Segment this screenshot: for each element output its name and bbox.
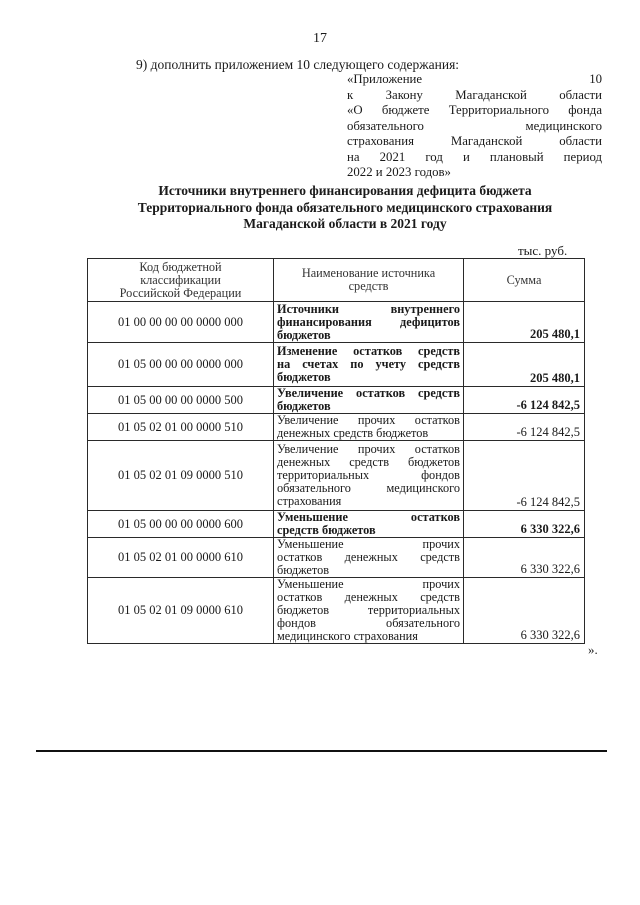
page-number: 17 (313, 31, 327, 46)
table-row (88, 511, 585, 538)
closing-quote-mark: ». (588, 642, 598, 657)
source-name-line: Уменьшение остатков (277, 510, 460, 524)
source-name (274, 414, 464, 441)
table-header-row (88, 259, 585, 302)
column-header-amount: Сумма (464, 259, 585, 302)
source-name-line: остатков денежных средств (277, 590, 460, 604)
classification-code: 01 05 00 00 00 0000 500 (88, 387, 274, 414)
table-row (88, 538, 585, 578)
source-name-line: денежных средств бюджетов (277, 426, 429, 440)
title-line: Территориального фонда обязательного медицинского страхования (137, 199, 553, 215)
amount-value: 205 480,1 (464, 343, 585, 387)
source-name (274, 511, 464, 538)
source-name-line: Увеличение прочих остатков (277, 413, 460, 427)
title-line: Источники внутреннего финансирования дефицита бюджета (158, 183, 532, 198)
classification-code: 01 05 02 01 09 0000 510 (88, 441, 274, 511)
title-line: Магаданской области в 2021 году (243, 216, 447, 231)
classification-code: 01 05 02 01 09 0000 610 (88, 578, 274, 644)
amount-value: -6 124 842,5 (464, 441, 585, 511)
source-name (274, 441, 464, 511)
appendix-header-line: 2022 и 2023 годов» (347, 165, 451, 179)
classification-code: 01 00 00 00 00 0000 000 (88, 302, 274, 343)
amount-value: -6 124 842,5 (464, 414, 585, 441)
source-name-line: остатков денежных средств (277, 550, 460, 564)
appendix-header-line: обязательного медицинского (347, 118, 602, 133)
source-name-line: денежных средств бюджетов (277, 455, 460, 469)
amount-value: 6 330 322,6 (464, 538, 585, 578)
amount-value: 6 330 322,6 (464, 578, 585, 644)
source-name (274, 578, 464, 644)
footer-divider (36, 750, 607, 752)
source-name-line: бюджетов (277, 370, 331, 384)
source-name-line: бюджетов (277, 399, 331, 413)
source-name-line: страхования (277, 494, 342, 508)
source-name-line: Увеличение прочих остатков (277, 442, 460, 456)
source-name-line: Уменьшение прочих (277, 537, 460, 551)
source-name-line: Изменение остатков средств (277, 344, 460, 358)
source-name-line: бюджетов территориальных (277, 603, 460, 617)
source-name-line: бюджетов (277, 327, 331, 342)
source-name (274, 538, 464, 578)
appendix-header-line: страхования Магаданской области (347, 134, 602, 148)
table-row (88, 578, 585, 644)
source-name-line: Увеличение остатков средств (277, 386, 460, 400)
classification-code: 01 05 02 01 00 0000 610 (88, 538, 274, 578)
source-name-line: фондов обязательного (277, 616, 460, 630)
source-name-line: Источники внутреннего (277, 301, 460, 316)
classification-code: 01 05 02 01 00 0000 510 (88, 414, 274, 441)
budget-sources-table (87, 258, 585, 644)
source-name-line: средств бюджетов (277, 523, 376, 537)
source-name-line: Уменьшение прочих (277, 577, 460, 591)
amount-value: 205 480,1 (464, 302, 585, 343)
column-header-code: Код бюджетной классификации Российской Федерации (88, 259, 274, 302)
table-row (88, 302, 585, 343)
table-row (88, 414, 585, 441)
appendix-header-line: «О бюджете Территориального фонда (347, 103, 602, 117)
appendix-header-line: к Закону Магаданской области (347, 87, 602, 102)
source-name-line: бюджетов (277, 563, 330, 577)
appendix-header-line: «Приложение 10 (347, 72, 602, 86)
document-title (70, 183, 620, 233)
source-name-line: территориальных фондов (277, 468, 460, 482)
appendix-header (347, 72, 602, 181)
amount-value: 6 330 322,6 (464, 511, 585, 538)
table-row (88, 441, 585, 511)
classification-code: 01 05 00 00 00 0000 600 (88, 511, 274, 538)
unit-label: тыс. руб. (518, 243, 568, 258)
amount-value: -6 124 842,5 (464, 387, 585, 414)
source-name (274, 387, 464, 414)
column-header-name: Наименование источника средств (274, 259, 464, 302)
table-row (88, 343, 585, 387)
source-name-line: медицинского страхования (277, 629, 418, 643)
classification-code: 01 05 00 00 00 0000 000 (88, 343, 274, 387)
source-name-line: обязательного медицинского (277, 481, 460, 495)
source-name (274, 302, 464, 343)
source-name-line: на счетах по учету средств (277, 357, 460, 371)
appendix-header-line: на 2021 год и плановый период (347, 149, 602, 164)
source-name (274, 343, 464, 387)
source-name-line: финансирования дефицитов (277, 314, 460, 329)
amendment-instruction: 9) дополнить приложением 10 следующего содержания: (136, 57, 460, 72)
table-row (88, 387, 585, 414)
table-body (88, 302, 585, 644)
